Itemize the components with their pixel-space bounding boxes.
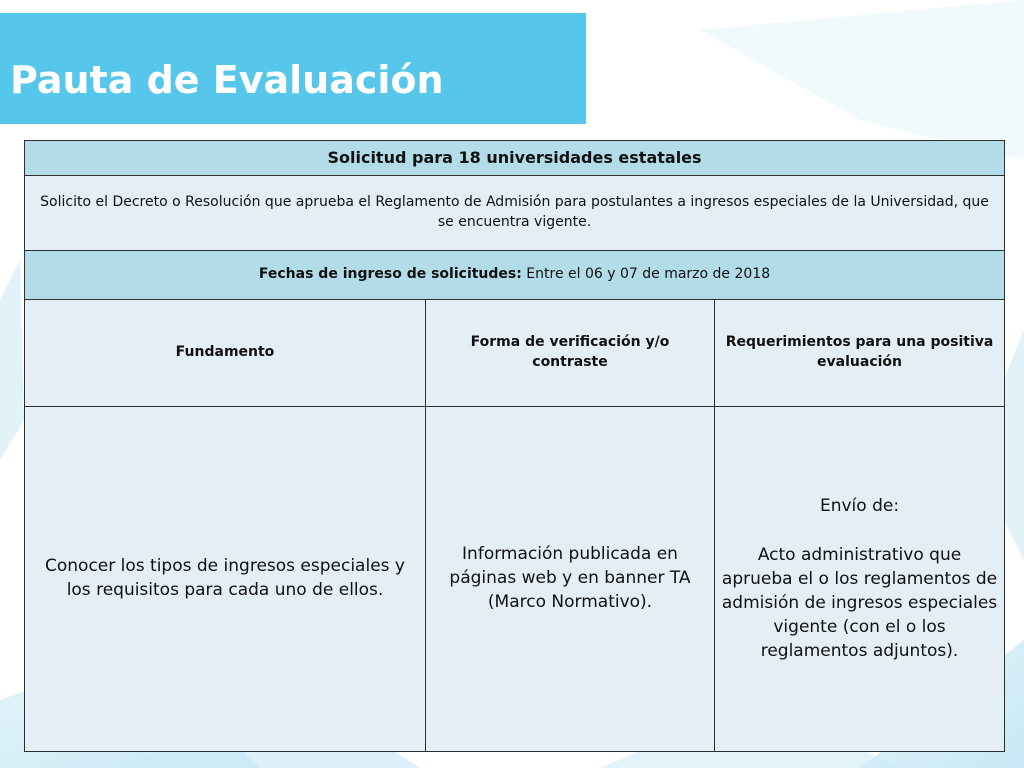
page-title: Pauta de Evaluación (10, 58, 444, 102)
table-row (25, 407, 1005, 752)
request-description: Solicito el Decreto o Resolución que aprueba el Reglamento de Admisión para postulantes a ingresos especiales de la Universidad, que se encuentra vigente. (25, 176, 1005, 251)
column-header-verificacion: Forma de verificación y/o contraste (426, 300, 715, 407)
requerimientos-title: Envío de: (819, 495, 900, 516)
column-header-fundamento: Fundamento (25, 300, 426, 407)
dates-label: Fechas de ingreso de solicitudes: (258, 266, 522, 283)
verificacion-cell: Información publicada en páginas web y en banner TA (Marco Normativo). (426, 407, 715, 752)
fundamento-cell: Conocer los tipos de ingresos especiales y los requisitos para cada uno de ellos. (25, 407, 426, 752)
column-header-requerimientos: Requerimientos para una positiva evaluación (715, 300, 1005, 407)
description-row (25, 176, 1005, 251)
evaluation-table (24, 140, 1005, 752)
table-header: Solicitud para 18 universidades estatales (25, 141, 1005, 176)
table-header-row (25, 141, 1005, 176)
requerimientos-cell (715, 407, 1005, 752)
column-headers-row (25, 300, 1005, 407)
dates-row (25, 251, 1005, 300)
title-bar (0, 13, 586, 124)
dates-value: Entre el 06 y 07 de marzo de 2018 (521, 266, 771, 283)
dates-cell (25, 251, 1005, 300)
requerimientos-text: Acto administrativo que aprueba el o los reglamentos de admisión de ingresos especiales vigente (con el o los reglamentos adjuntos). (721, 545, 998, 661)
